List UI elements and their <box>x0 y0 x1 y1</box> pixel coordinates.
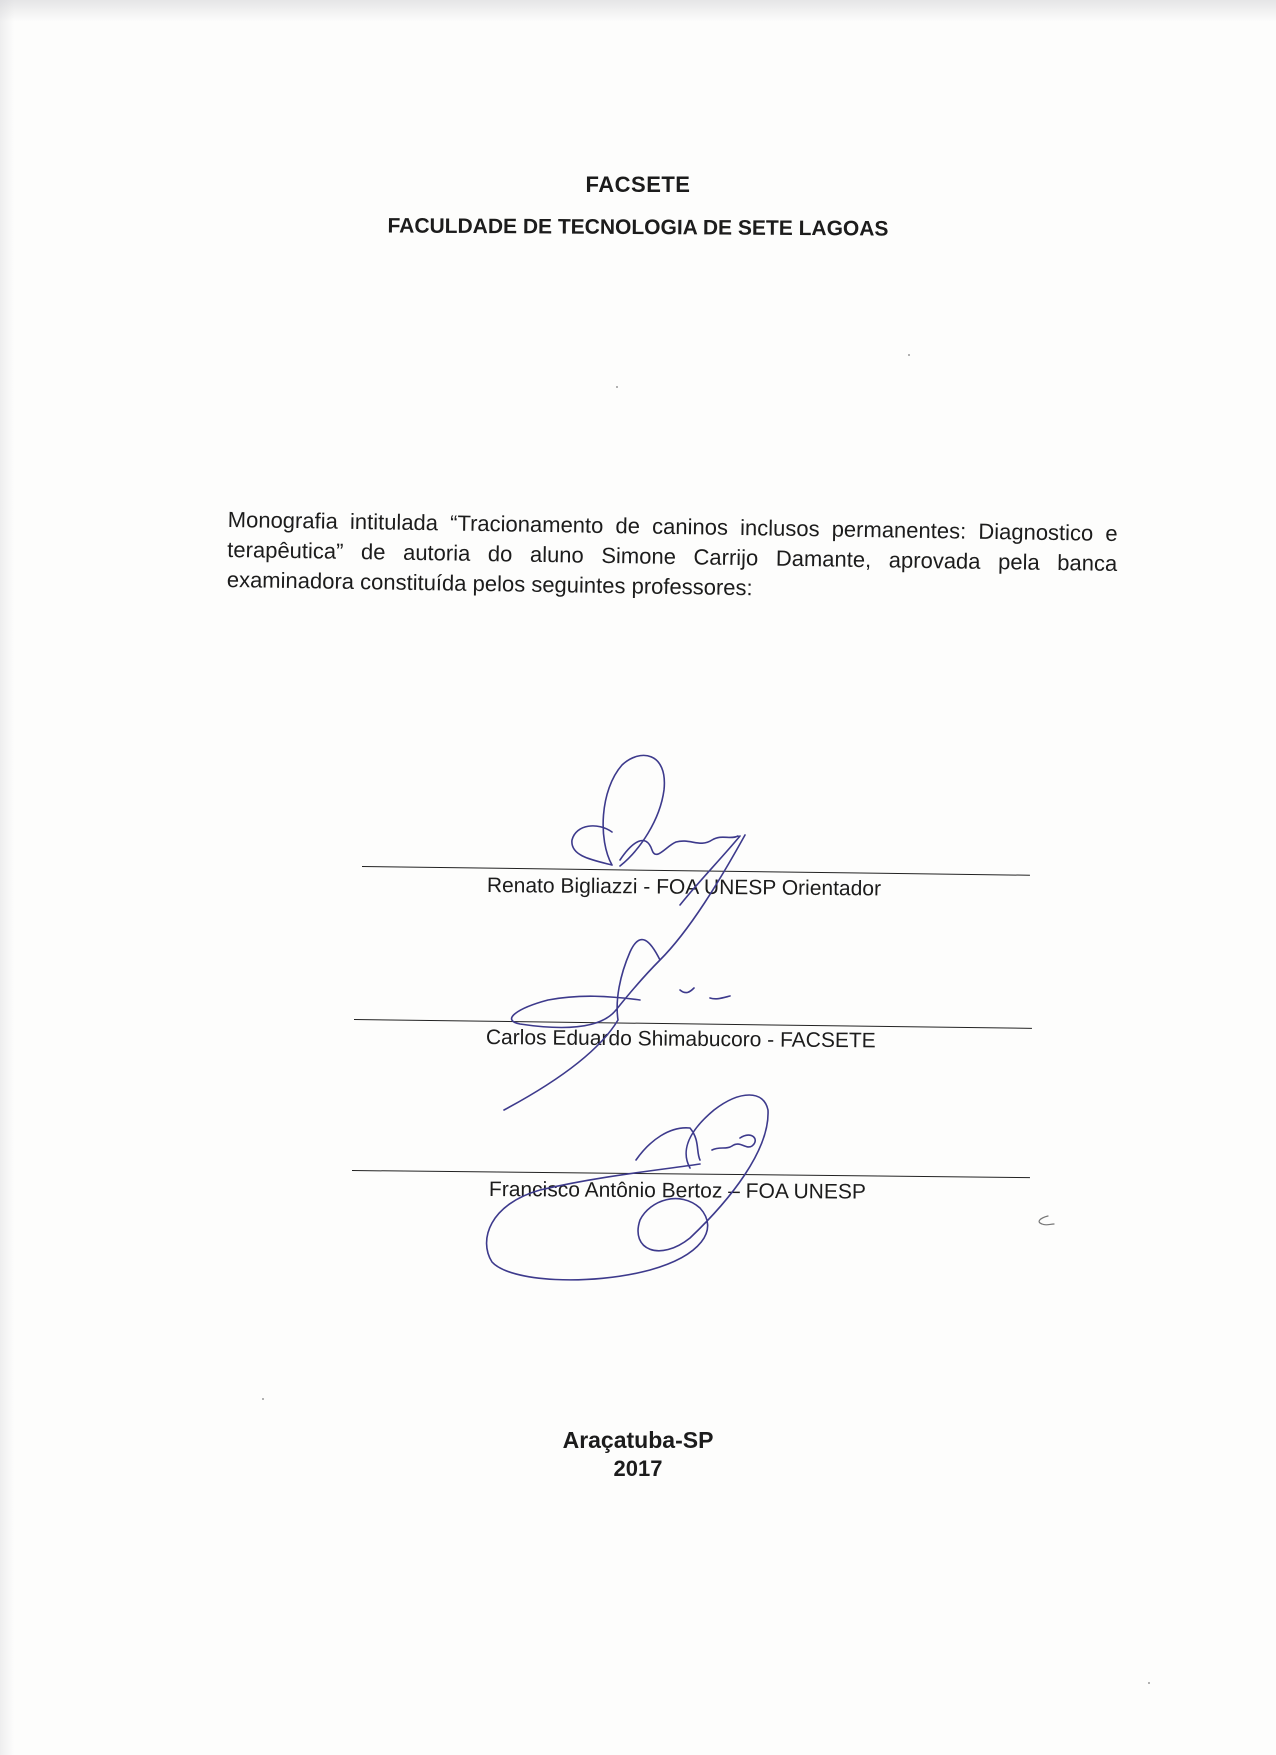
scan-left-shadow <box>0 0 14 1755</box>
scan-speck <box>908 354 910 356</box>
approval-statement: Monografia intitulada “Tracionamento de caninos inclusos permanentes: Diagnostico e terapêutica” de autoria do aluno Simone Carrijo Damante, aprovada pela banca examinadora constituída pelos seguintes professores: <box>226 506 1118 601</box>
signature-line-1 <box>362 866 1030 876</box>
institution-full-name: FACULDADE DE TECNOLOGIA DE SETE LAGOAS <box>387 214 889 241</box>
scan-speck <box>1148 1682 1150 1684</box>
scan-speck <box>616 386 618 388</box>
signature-line-3 <box>352 1170 1030 1178</box>
committee-member-1: Renato Bigliazzi - FOA UNESP Orientador <box>486 874 882 901</box>
document-year: 2017 <box>613 1456 663 1481</box>
scan-speck <box>262 1398 264 1400</box>
stray-pen-mark <box>1039 1216 1054 1225</box>
city-location: Araçatuba-SP <box>562 1427 714 1453</box>
committee-member-2: Carlos Eduardo Shimabucoro - FACSETE <box>485 1026 876 1053</box>
committee-member-3: Francisco Antônio Bertoz – FOA UNESP <box>488 1178 866 1204</box>
institution-short-name: FACSETE <box>585 172 691 197</box>
scan-top-shadow <box>0 0 1276 22</box>
